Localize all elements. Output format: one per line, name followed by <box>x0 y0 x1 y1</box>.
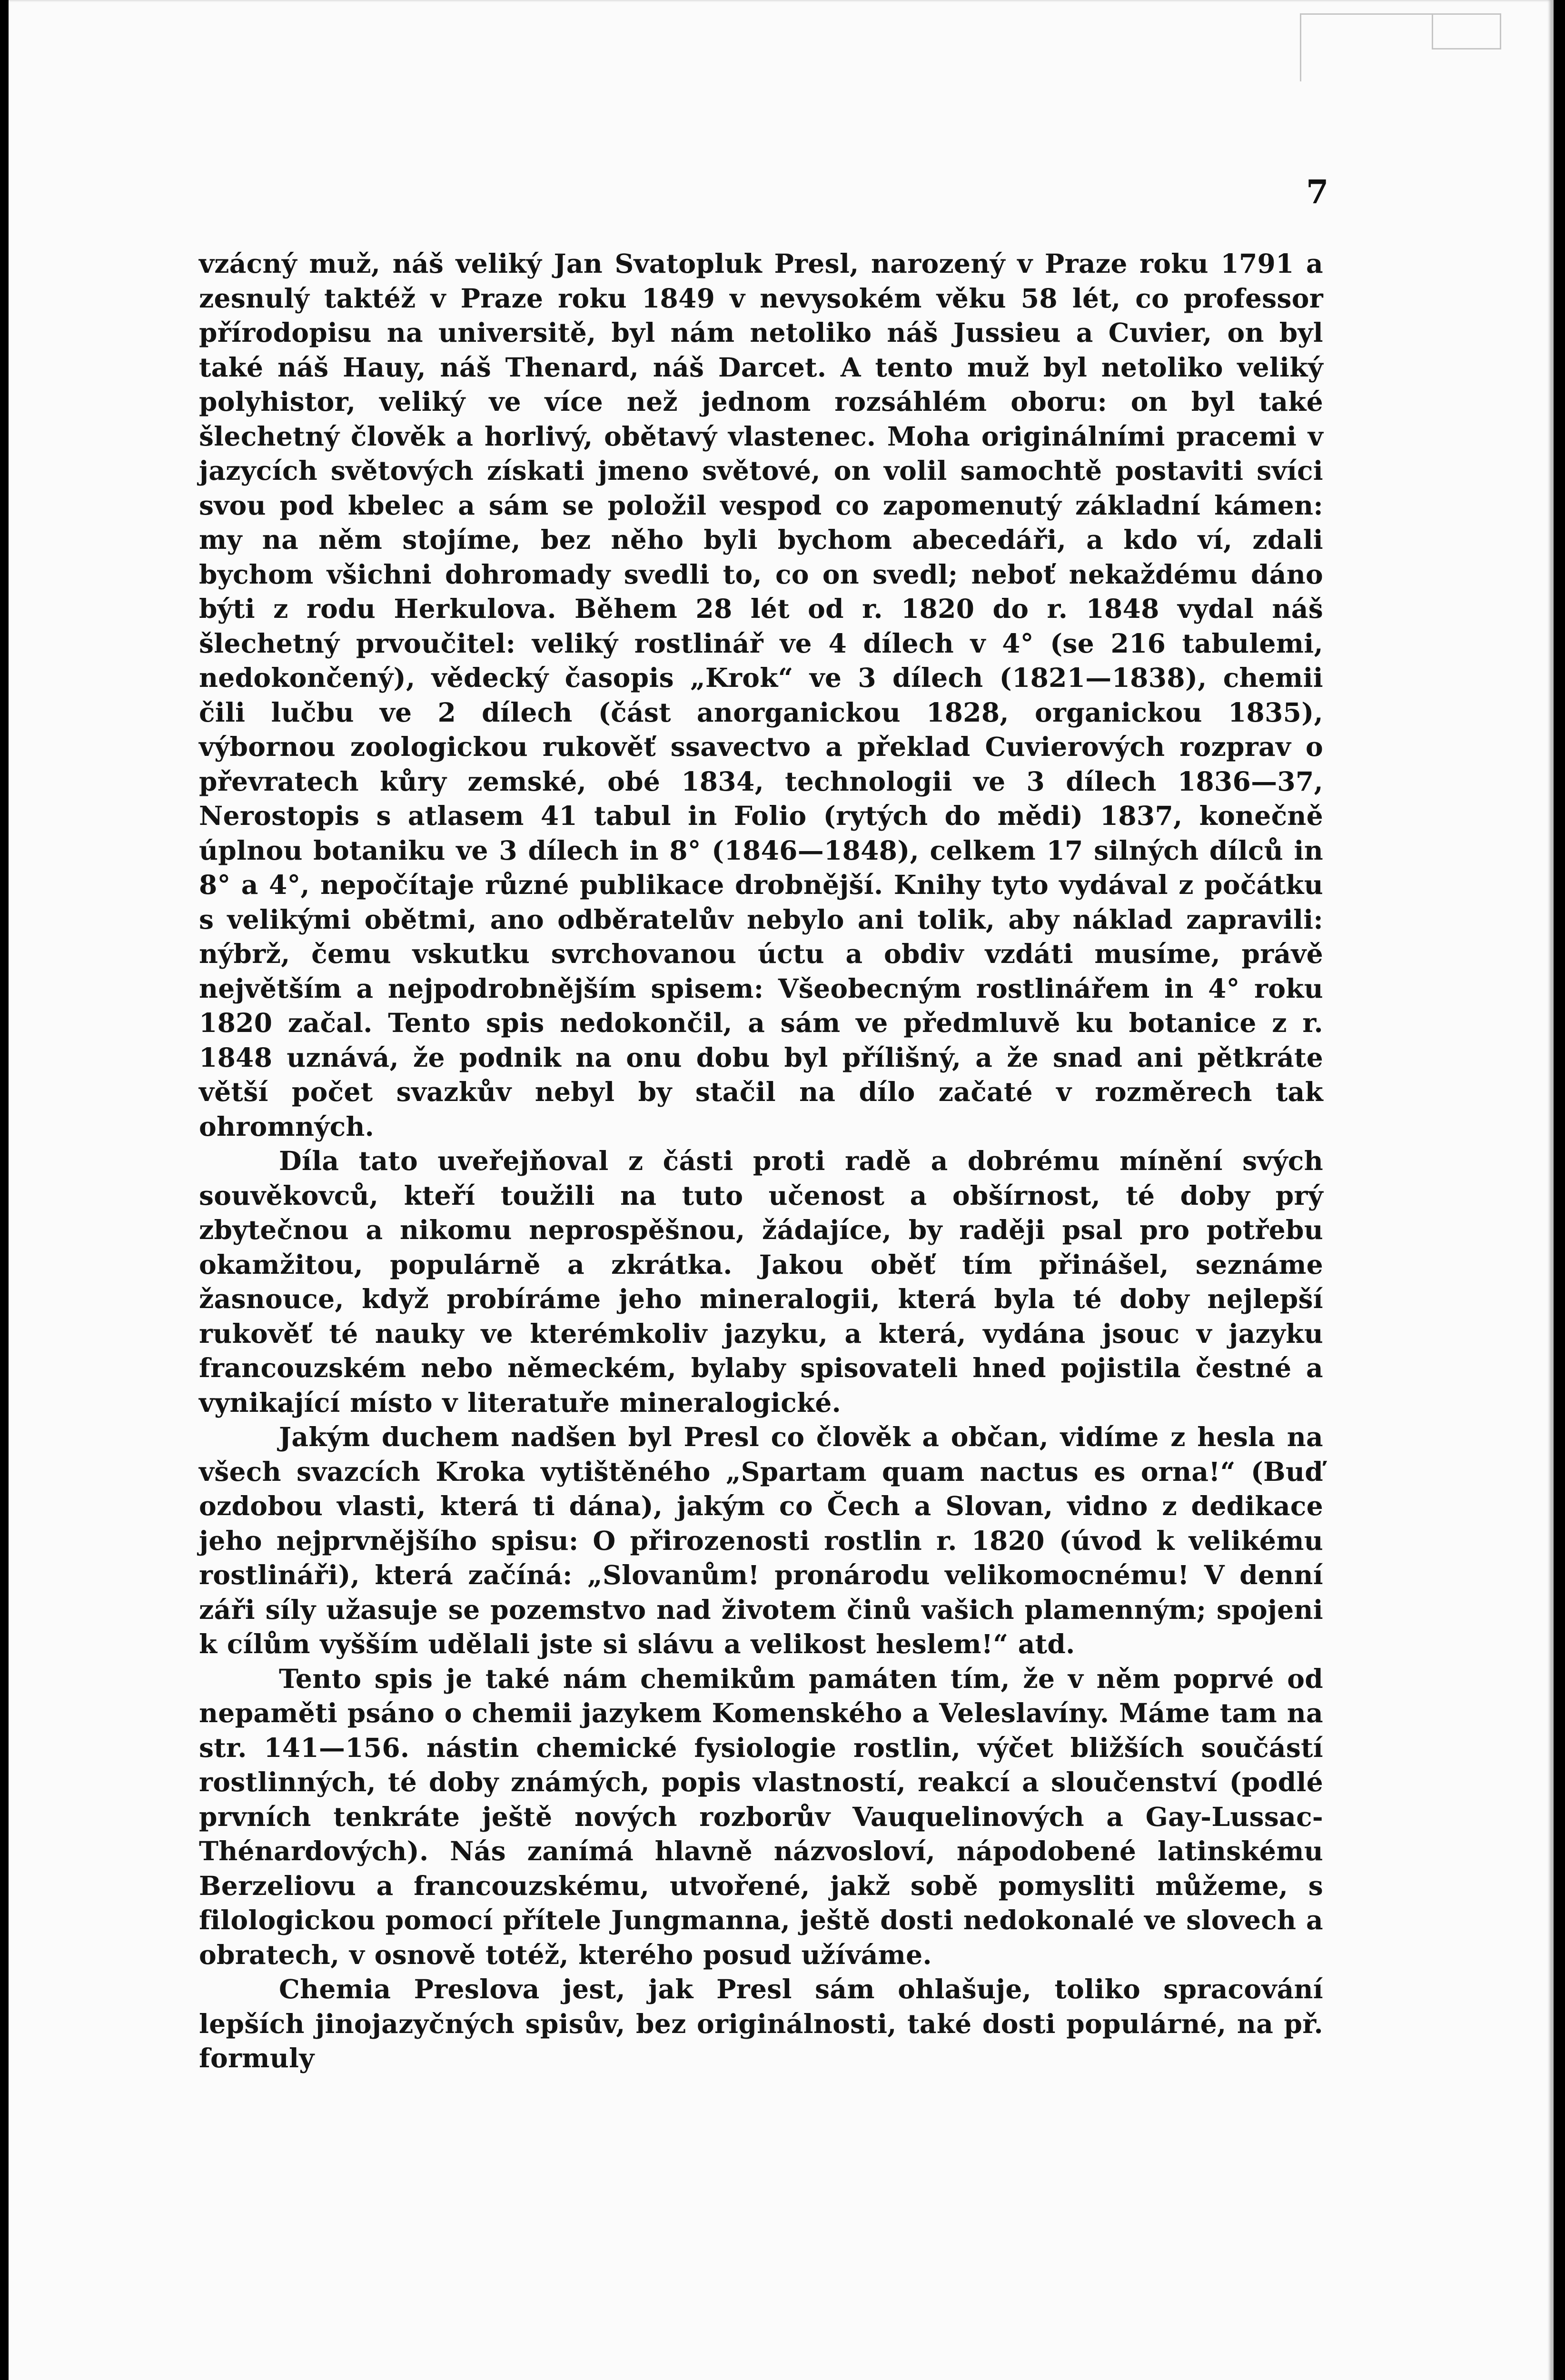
paragraph-4: Tento spis je také nám chemikům památen tím, že v něm poprvé od nepaměti psáno o chemii jazykem Komenského a Veleslavíny. Máme tam na str. 141—156. nástin chemické fysiologie rostlin, výčet bližších součástí rostlinných, té doby známých, popis vlastností, reakcí a sloučenství (podlé prvních tenkráte ještě nových rozborův Vauquelinových a Gay-Lussac-Thénardových). Nás zanímá hlavně názvosloví, nápodobené latinskému Berzeliovu a francouzskému, utvořené, jakž sobě pomysliti můžeme, s filologickou pomocí přítele Jungmanna, ještě dosti nedokonalé ve slovech a obratech, v osnově totéž, kterého posud užíváme. <box>199 1663 1323 1970</box>
page-number: 7 <box>1306 173 1329 211</box>
paragraph-2: Díla tato uveřejňoval z části proti radě a dobrému mínění svých souvěkovců, kteří toužili na tuto učenost a obšírnost, té doby prý zbytečnou a nikomu neprospěšnou, žádajíce, by raději psal pro potřebu okamžitou, populárně a zkrátka. Jakou oběť tím přinášel, seznáme žasnouce, když probíráme jeho mineralogii, která byla té doby nejlepší rukověť té nauky ve kterémkoliv jazyku, a která, vydána jsouc v jazyku francouzském nebo německém, bylaby spisovateli hned pojistila čestné a vynikající místo v literatuře mineralogické. <box>199 1145 1323 1418</box>
body-text <box>199 247 1323 2076</box>
paragraph-1: vzácný muž, náš veliký Jan Svatopluk Presl, narozený v Praze roku 1791 a zesnulý taktéž v Praze roku 1849 v nevysokém věku 58 lét, co professor přírodopisu na universitě, byl nám netoliko náš Jussieu a Cuvier, on byl také náš Hauy, náš Thenard, náš Darcet. A tento muž byl netoliko veliký polyhistor, veliký ve více než jednom rozsáhlém oboru: on byl také šlechetný člověk a horlivý, obětavý vlastenec. Moha originálními pracemi v jazycích světových získati jmeno světové, on volil samochtě postaviti svíci svou pod kbelec a sám se položil vespod co zapomenutý základní kámen: my na něm stojíme, bez něho byli bychom abecedáři, a kdo ví, zdali bychom všichni dohromady svedli to, co on svedl; neboť nekaždému dáno býti z rodu Herkulova. Během 28 lét od r. 1820 do r. 1848 vydal náš šlechetný prvoučitel: veliký rostlinář ve 4 dílech v 4° (se 216 tabulemi, nedokončený), vědecký časopis „Krok“ ve 3 dílech (1821—1838), chemii čili lučbu ve 2 dílech (část anorganickou 1828, organickou 1835), výbornou zoologickou rukověť ssavectvo a překlad Cuvierových rozprav o převratech kůry zemské, obé 1834, technologii ve 3 dílech 1836—37, Nerostopis s atlasem 41 tabul in Folio (rytých do mědi) 1837, konečně úplnou botaniku ve 3 dílech in 8° (1846—1848), celkem 17 silných dílců in 8° a 4°, nepočítaje různé publikace drobnější. Knihy tyto vydával z počátku s velikými obětmi, ano odběratelův nebylo ani tolik, aby náklad zapravili: nýbrž, čemu vskutku svrchovanou úctu a obdiv vzdáti musíme, právě největším a nejpodrobnějším spisem: Všeobecným rostlinářem in 4° roku 1820 začal. Tento spis nedokončil, a sám ve předmluvě ku botanice z r. 1848 uznává, že podnik na onu dobu byl přílišný, a že snad ani pětkráte větší počet svazkův nebyl by stačil na dílo začaté v rozměrech tak ohromných. <box>199 248 1323 1142</box>
paragraph-5: Chemia Preslova jest, jak Presl sám ohlašuje, toliko spracování lepších jinojazyčných spisův, bez originálnosti, také dosti populárné, na př. formuly <box>199 1973 1323 2073</box>
paragraph-3: Jakým duchem nadšen byl Presl co člověk a občan, vidíme z hesla na všech svazcích Kroka vytištěného „Spartam quam nactus es orna!“ (Buď ozdobou vlasti, která ti dána), jakým co Čech a Slovan, vidno z dedikace jeho nejprvnějšího spisu: O přirozenosti rostlin r. 1820 (úvod k velikému rostlináři), která začíná: „Slovanům! pronárodu velikomocnému! V denní záři síly užasuje se pozemstvo nad životem činů vašich plamenným; spojeni k cílům vyšším udělali jste si slávu a velikost heslem!“ atd. <box>199 1421 1323 1659</box>
scan-corner-mark <box>1300 13 1501 81</box>
